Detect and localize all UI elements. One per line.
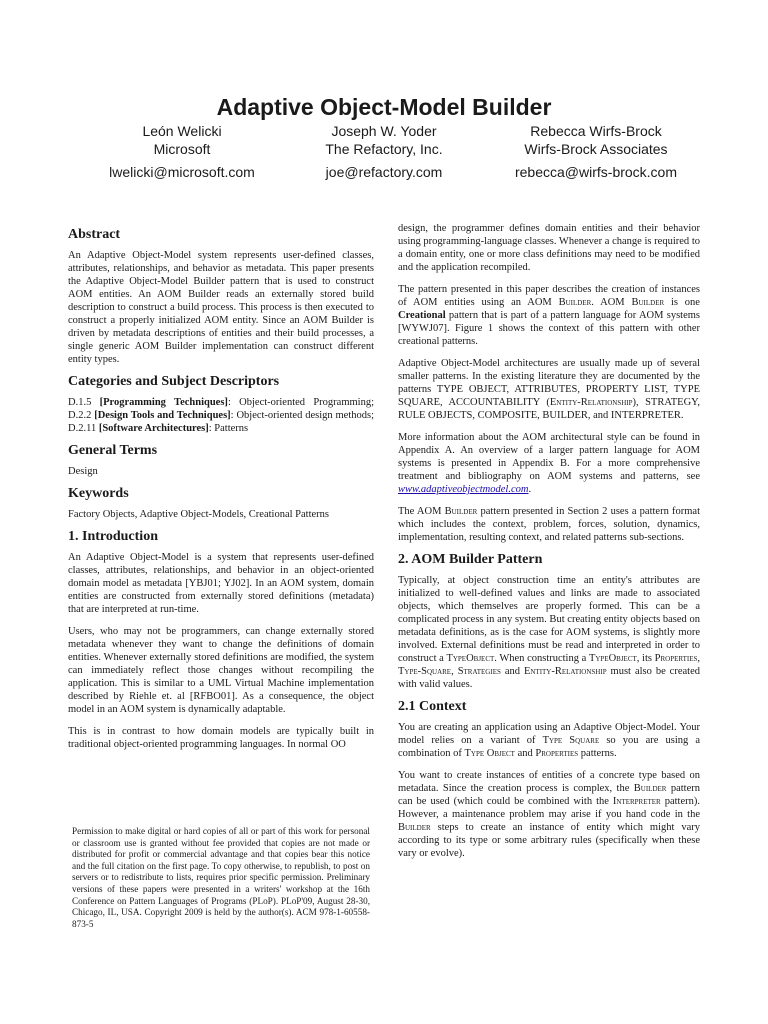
- paper-title: Adaptive Object-Model Builder: [216, 94, 552, 120]
- introduction-paragraph: Users, who may not be programmers, can change externally stored metadata whenever they want to change the definitions of domain entities. Whenever externally stored definitions are modified, the system can immediately reflect those changes without recompiling the application. This is similar to a UML Virtual Machine implementation described by Riehle et. al [RFBO01]. As a consequence, the object model in an AOM system is dynamically adaptable.: [68, 626, 374, 715]
- author-affiliation: The Refactory, Inc.: [325, 141, 443, 157]
- left-column: [68, 228, 374, 760]
- introduction-heading: 1. Introduction: [68, 529, 158, 544]
- author-email[interactable]: rebecca@wirfs-brock.com: [514, 164, 678, 180]
- keywords-text: Factory Objects, Adaptive Object-Models, Creational Patterns: [68, 509, 329, 520]
- body-paragraph: Typically, at object construction time an entity's attributes are initialized to well-defined values and links are made to associated objects, which themselves are properly formed. This can be a complicated process in any system. But creating entity objects based on metadata definitions, as is the case for AOM systems, is slightly more involved. External definitions must be read and interpreted in order to construct a TypeObject. When constructing a TypeObject, its Properties, Type-Square, Strategies and Entity-Relationship must also be created with valid values.: [398, 575, 701, 690]
- context-heading: 2.1 Context: [398, 699, 467, 714]
- body-paragraph: design, the programmer defines domain entities and their behavior using programming-language classes. Whenever a change is required to a domain entity, one or more class definitions may need to be modified and the application recompiled.: [398, 223, 700, 273]
- author-3: [486, 122, 706, 181]
- author-name: Rebecca Wirfs-Brock: [530, 123, 662, 139]
- author-name: León Welicki: [142, 123, 222, 139]
- categories-heading: Categories and Subject Descriptors: [68, 374, 280, 389]
- introduction-paragraph: This is in contrast to how domain models are typically built in traditional object-oriented programming languages. In normal OO: [68, 726, 374, 750]
- body-paragraph: Adaptive Object-Model architectures are usually made up of several smaller patterns. In the existing literature they are documented by the patterns TYPE OBJECT, ATTRIBUTES, PROPERTY LIST, TYPE SQUARE, ACCOUNTABILITY (Entity-Relationship), STRATEGY, RULE OBJECTS, COMPOSITE, BUILDER, and INTERPRETER.: [398, 358, 701, 421]
- abstract-text: An Adaptive Object-Model system represents user-defined classes, attributes, relationships, and behavior as metadata. This paper presents the Adaptive Object-Model Builder pattern that is used to construct AOM entities. An AOM Builder reads an externally stored build description to construct a build process. This process is then executed to construct a properly initialized AOM entity. Since an AOM Builder is driven by metadata descriptions of entities and their build processes, a single generic AOM Builder implementation can construct different entity types.: [68, 250, 374, 365]
- general-terms-heading: General Terms: [68, 443, 158, 458]
- introduction-paragraph: An Adaptive Object-Model is a system that represents user-defined classes, attributes, relationships, and behavior in an object-oriented domain model as metadata [YBJ01; YJ02]. In an AOM system, domain entities are constructed from externally stored definitions (metadata) that are interpreted at run-time.: [68, 552, 374, 615]
- keywords-heading: Keywords: [68, 486, 129, 501]
- author-affiliation: Wirfs-Brock Associates: [524, 141, 668, 157]
- section2-heading: 2. AOM Builder Pattern: [398, 552, 543, 567]
- author-1: [72, 122, 292, 181]
- body-paragraph: More information about the AOM architectural style can be found in Appendix A. An overview of a larger pattern language for AOM systems is presented in Appendix B. For a more comprehensive treatment and bibliography on AOM systems and patterns, see www.adaptiveobjectmodel.com.: [398, 432, 700, 495]
- categories-text: D.1.5 [Programming Techniques]: Object-oriented Programming; D.2.2 [Design Tools and Techniques]: Object-oriented design methods; D.2.11 [Software Architectures]: Patterns: [68, 397, 375, 434]
- body-paragraph: The pattern presented in this paper describes the creation of instances of AOM entities using an AOM Builder. AOM Builder is one Creational pattern that is part of a pattern language for AOM systems [WYWJ07]. Figure 1 shows the context of this pattern with other creational patterns.: [398, 284, 700, 347]
- author-email[interactable]: lwelicki@microsoft.com: [109, 164, 255, 180]
- right-column: [398, 222, 700, 869]
- general-terms-text: Design: [68, 466, 98, 477]
- author-affiliation: Microsoft: [153, 141, 211, 157]
- body-paragraph: You are creating an application using an Adaptive Object-Model. Your model relies on a variant of Type Square so you are using a combination of Type Object and Properties patterns.: [398, 722, 700, 759]
- author-email[interactable]: joe@refactory.com: [325, 164, 443, 180]
- body-paragraph: The AOM Builder pattern presented in Section 2 uses a pattern format which includes the context, problem, forces, solution, dynamics, implementation, resulting context, and related patterns sub-sections.: [398, 506, 700, 543]
- author-2: [274, 122, 494, 181]
- permission-notice: Permission to make digital or hard copies of all or part of this work for personal or classroom use is granted without fee provided that copies are not made or distributed for profit or commercial advantage and that copies bear this notice and the full citation on the first page. To copy otherwise, to republish, to post on servers or to redistribute to lists, requires prior specific permission. Preliminary versions of these papers were presented in a writers' workshop at the 16th Conference on Pattern Languages of Programs (PLoP). PLoP'09, August 28-30, Chicago, IL, USA. Copyright 2009 is held by the author(s). ACM 978-1-60558-873-5: [72, 826, 370, 929]
- author-name: Joseph W. Yoder: [331, 123, 437, 139]
- body-paragraph: You want to create instances of entities of a concrete type based on metadata. Since the creation process is complex, the Builder pattern can be used (which could be combined with the Interpreter pattern). However, a maintenance problem may arise if you hand code in the Builder steps to create an instance of entity which might vary according to its type or some arbitrary rules (specifically when these vary or evolve).: [398, 770, 701, 859]
- website-link[interactable]: www.adaptiveobjectmodel.com: [398, 484, 529, 495]
- abstract-heading: Abstract: [68, 227, 121, 242]
